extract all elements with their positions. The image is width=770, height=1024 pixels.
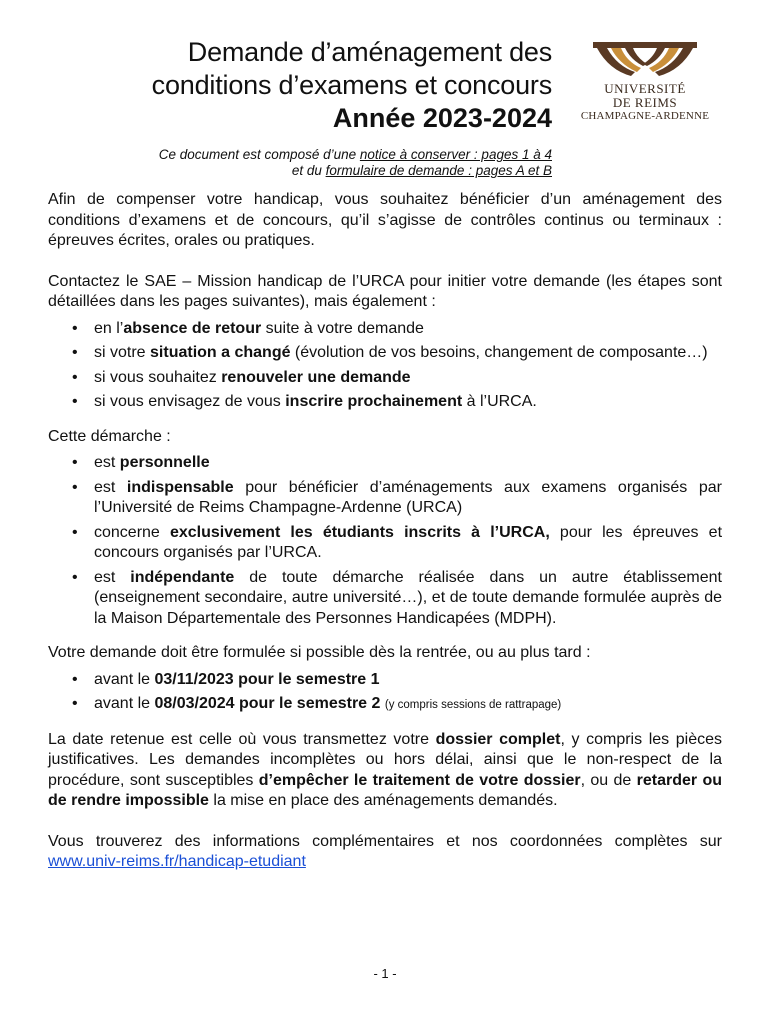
info-paragraph: Vous trouverez des informations complémentaires et nos coordonnées complètes sur www.univ-reims.fr/handicap-etudiant [48,832,722,870]
list-item: • est personnelle [48,453,722,474]
university-logo [565,40,725,132]
logo-line-2: DE REIMS [612,95,678,110]
list-item: • si vous envisagez de vous inscrire prochainement à l’URCA. [48,392,722,413]
list-item: • avant le 03/11/2023 pour le semestre 1 [48,670,722,691]
title-block [60,36,552,179]
title-line-1: Demande d’aménagement des [187,37,552,67]
page-number: - 1 - [373,966,397,981]
bullet-icon: • [72,523,78,541]
title-line-2: conditions d’examens et concours [151,70,552,100]
list-item: • si vous souhaitez renouveler une demande [48,368,722,389]
subtitle [60,147,552,179]
contact-reasons-list [48,319,722,413]
bullet-icon: • [72,568,78,586]
bullet-icon: • [72,695,78,712]
bullet-icon: • [72,670,78,688]
procedure-paragraph: Cette démarche : [48,427,171,445]
bullet-icon: • [72,393,78,410]
list-item: • si votre situation a changé (évolution de vos besoins, changement de composante…) [48,343,722,364]
date-paragraph: La date retenue est celle où vous transmettez votre dossier complet, y compris les pièces justificatives. Les demandes incomplètes ou hors délai, ainsi que le non-respect de la procédure, sont susceptibles d’empêcher le traitement de votre dossier, ou de retarder ou de rendre impossible la mise en place des aménagements demandés. [48,730,723,809]
bullet-icon: • [72,344,78,361]
contact-paragraph: Contactez le SAE – Mission handicap de l’URCA pour initier votre demande (les étapes sont détaillées dans les pages suivantes), mais également : [48,272,722,310]
title-year: Année 2023-2024 [332,103,552,133]
bullet-icon: • [72,368,78,386]
logo-emblem-icon [591,40,699,80]
list-item: • est indépendante de toute démarche réalisée dans un autre établissement (enseignement secondaire, autre université…), et de toute demande formulée auprès de la Maison Départementale des Personnes Handicapées (MDPH). [72,568,722,627]
logo-line-3: CHAMPAGNE-ARDENNE [580,110,710,122]
bullet-icon: • [72,478,78,496]
bullet-icon: • [72,454,78,471]
intro-paragraph: Afin de compenser votre handicap, vous souhaitez bénéficier d’un aménagement des conditions d’examens et de concours, qu’il s’agisse de contrôles continus ou terminaux : épreuves écrites, orales ou pratiques. [48,191,722,249]
bullet-icon: • [72,319,78,337]
list-item: • en l’absence de retour suite à votre demande [48,319,722,340]
list-item: • avant le 08/03/2024 pour le semestre 2 (y compris sessions de rattrapage) [48,694,722,716]
subtitle-line-2: et du formulaire de demande : pages A et B [291,163,552,178]
logo-line-1: UNIVERSITÉ [604,81,686,96]
deadline-list [48,670,722,716]
handicap-link[interactable]: www.univ-reims.fr/handicap-etudiant [48,853,306,870]
logo-text [565,82,725,123]
procedure-list [48,453,722,629]
subtitle-line-1: Ce document est composé d’une notice à conserver : pages 1 à 4 [158,147,552,162]
deadline-paragraph: Votre demande doit être formulée si possible dès la rentrée, ou au plus tard : [48,644,591,661]
list-item: • est indispensable pour bénéficier d’aménagements aux examens organisés par l’Université de Reims Champagne-Ardenne (URCA) [72,478,722,516]
list-item: • concerne exclusivement les étudiants inscrits à l’URCA, pour les épreuves et concours organisés par l’URCA. [72,523,723,561]
body-text [48,190,722,873]
